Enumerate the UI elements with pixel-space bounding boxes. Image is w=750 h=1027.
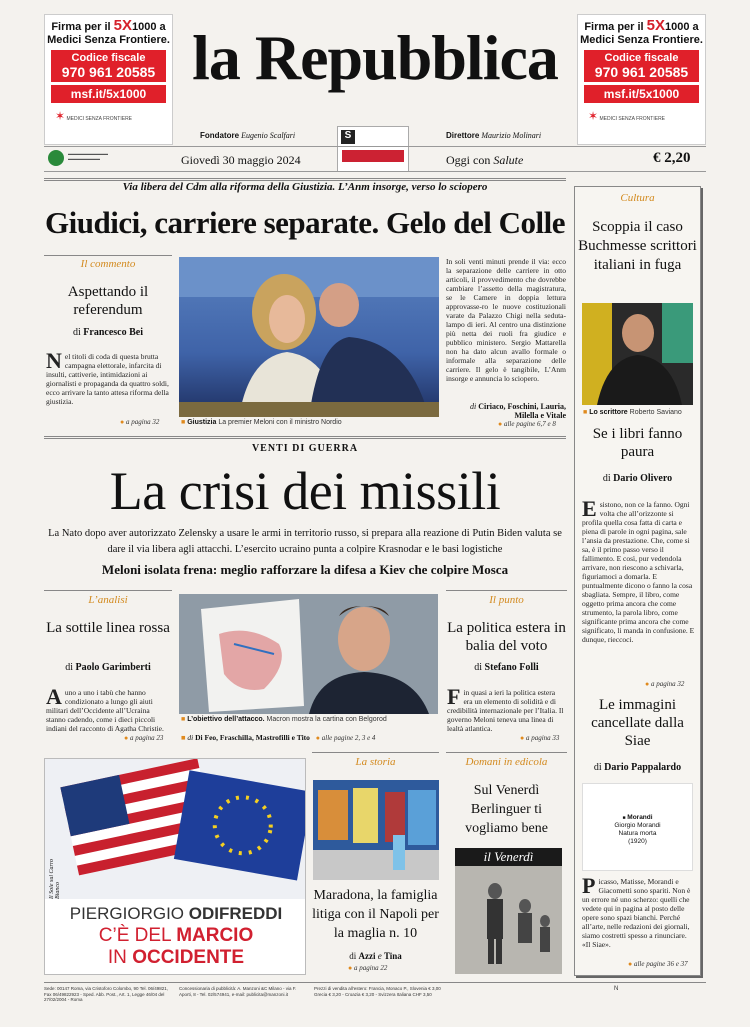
analisi-title[interactable]: La sottile linea rossa (46, 620, 170, 636)
saviano-photo (582, 303, 693, 405)
punto-title[interactable]: La politica estera in balia del voto (447, 620, 566, 654)
lead-kicker: Via libera del Cdm alla riforma della Giustizia. L’Anm insorge, verso lo sciopero (122, 181, 488, 193)
cultura-headline[interactable]: Scoppia il caso Buchmesse scrittori italiani in fuga (578, 219, 697, 273)
lead-body: In soli venti minuti prende il via: ecco la separazione delle carriere in otto articoli, il provvedimento che dovrebbe cambiare l’assetto della magistratura, se le Camere in doppia lettura approvasse-ro le nuove costituzionali varate da Palazzo Chigi nella seduta-lampo di ieri. Al centro una distinzione più netta dei ruoli fra giudice e pubblico ministero. Sergio Mattarella non ha dato alcun avallo formale o informale alla separazione delle carriere. Il gelo è tangibile, L’Anm insorge e annuncia lo sciopero. (446, 257, 566, 383)
masthead-title[interactable]: la Repubblica (192, 22, 558, 93)
msf-ad-left[interactable]: Firma per il 5X1000 a Medici Senza Frontiere. Codice fiscale 970 961 20585 msf.it/5x1000 ✶ MEDICI SENZA FRONTIERE (44, 14, 173, 145)
book-ad[interactable]: PIERGIORGIO ODIFREDDI C’È DEL MARCIO IN OCCIDENTE Il Sole sul Carro Bianco (44, 758, 306, 975)
msf-logo-icon: ✶ (588, 109, 599, 123)
venerdi-cover[interactable]: il Venerdì (455, 848, 562, 974)
lead-headline[interactable]: Giudici, carriere separate. Gelo del Colle (45, 205, 565, 240)
war-headline[interactable]: La crisi dei missili (109, 461, 501, 521)
commento-title[interactable]: Aspettando il referendum (67, 284, 149, 318)
war-kicker: VENTI DI GUERRA (251, 443, 359, 454)
maradona-photo (313, 780, 439, 880)
msf-logo-icon: ✶ (55, 109, 66, 123)
war-sub[interactable]: Meloni isolata frena: meglio rafforzare la difesa a Kiev che colpire Mosca (101, 562, 509, 577)
msf-ad-right[interactable]: Firma per il 5X1000 a Medici Senza Frontiere. Codice fiscale 970 961 20585 msf.it/5x1000 ✶ MEDICI SENZA FRONTIERE (577, 14, 706, 145)
cultura-headline-2[interactable]: Le immagini cancellate dalla Siae (591, 697, 684, 749)
price: € 2,20 (653, 150, 691, 166)
s-badge[interactable]: S (337, 126, 409, 172)
green-seal-icon (48, 150, 64, 166)
macron-photo (179, 594, 438, 714)
edicola-headline[interactable]: Sul Venerdì Berlinguer ti vogliamo bene (465, 783, 548, 836)
cultura-sub-headline[interactable]: Se i libri fanno paura (592, 426, 683, 460)
issue-date: Giovedì 30 maggio 2024 (181, 153, 301, 167)
war-summary: La Nato dopo aver autorizzato Zelensky a usare le armi in territorio russo, si prepara alla reazione di Putin Biden valuta se dare il via libera agli attacchi. L’esercito ucraino punta a colpire Krasnodar e le basi logistiche (48, 528, 562, 555)
lead-photo (179, 257, 439, 417)
storia-headline[interactable]: Maradona, la famiglia litiga con il Napoli per la maglia n. 10 (312, 888, 439, 941)
